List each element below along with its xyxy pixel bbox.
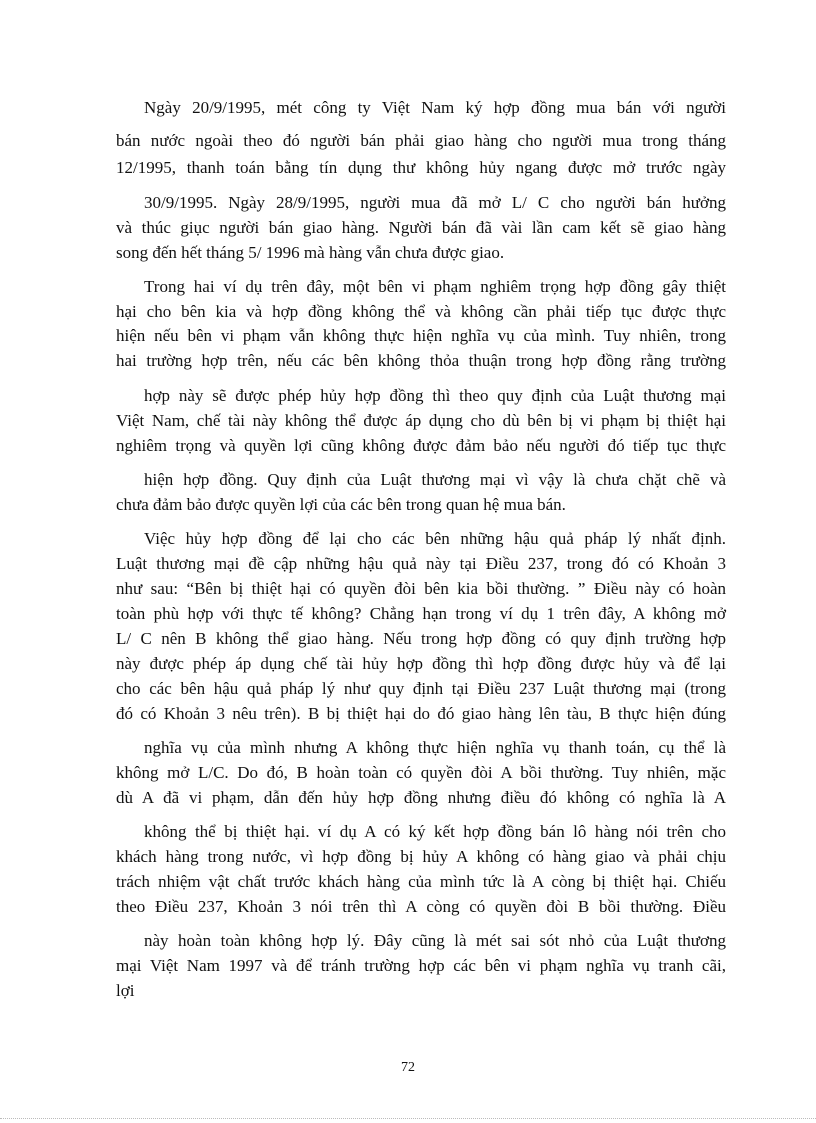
text-line: 30/9/1995. Ngày 28/9/1995, người mua đã mở L/ C cho người bán hưởng	[144, 193, 726, 212]
text-line: không thể bị thiệt hại. ví dụ A có ký kết hợp đồng bán lô hàng nói trên cho	[144, 822, 726, 841]
text-line: nghĩa vụ của mình nhưng A không thực hiện nghĩa vụ thanh toán, cụ thể là	[144, 738, 726, 757]
text-line: Trong hai ví dụ trên đây, một bên vi phạm nghiêm trọng hợp đồng gây thiệt	[144, 277, 726, 296]
text-line: song đến hết tháng 5/ 1996 mà hàng vẫn chưa được giao.	[116, 243, 505, 262]
text-line: và thúc giục người bán giao hàng. Người bán đã vài lần cam kết sẽ giao hàng	[116, 218, 726, 237]
text-line: lợi	[116, 981, 135, 1000]
text-line: mại Việt Nam 1997 và để tránh trường hợp các bên vi phạm nghĩa vụ tranh cãi,	[116, 956, 726, 975]
text-line: Việt Nam, chế tài này không thể được áp dụng cho dù bên bị vi phạm bị thiệt hại	[116, 411, 726, 430]
text-line: hai trường hợp trên, nếu các bên không thỏa thuận trong hợp đồng rằng trường	[116, 351, 726, 370]
text-line: hiện nếu bên vi phạm vẫn không thực hiện nghĩa vụ của mình. Tuy nhiên, trong	[116, 326, 726, 345]
text-line: này được phép áp dụng chế tài hủy hợp đồng thì hợp đồng được hủy và để lại	[116, 654, 726, 673]
text-line: bán nước ngoài theo đó người bán phải giao hàng cho người mua trong tháng	[116, 131, 726, 150]
text-line: khách hàng trong nước, vì hợp đồng bị hủy A không có hàng giao và phải chịu	[116, 847, 726, 866]
text-line: 12/1995, thanh toán bằng tín dụng thư không hủy ngang được mở trước ngày	[116, 158, 726, 177]
text-line: như sau: “Bên bị thiệt hại có quyền đòi bên kia bồi thường. ” Điều này có hoàn	[116, 579, 726, 598]
text-line: hại cho bên kia và hợp đồng không thể và không cần phải tiếp tục được thực	[116, 302, 726, 321]
text-line: này hoàn toàn không hợp lý. Đây cũng là mét sai sót nhỏ của Luật thương	[144, 931, 726, 950]
text-line: cho các bên hậu quả pháp lý như quy định tại Điều 237 Luật thương mại (trong	[116, 679, 726, 698]
text-line: nghiêm trọng và quyền lợi cũng không được đảm bảo nếu người đó tiếp tục thực	[116, 436, 726, 455]
text-line: trách nhiệm vật chất trước khách hàng của mình tức là A còng bị thiệt hại. Chiếu	[116, 872, 726, 891]
page-number: 72	[401, 1060, 415, 1075]
text-line: dù A đã vi phạm, dẫn đến hủy hợp đồng nhưng điều đó không có nghĩa là A	[116, 788, 726, 807]
text-line: không mở L/C. Do đó, B hoàn toàn có quyền đòi A bồi thường. Tuy nhiên, mặc	[116, 763, 726, 782]
text-line: Ngày 20/9/1995, mét công ty Việt Nam ký hợp đồng mua bán với người	[144, 98, 726, 117]
text-line: hiện hợp đồng. Quy định của Luật thương mại vì vậy là chưa chặt chẽ và	[144, 470, 726, 489]
text-line: toàn phù hợp với thực tế không? Chẳng hạn trong ví dụ 1 trên đây, A không mở	[116, 604, 726, 623]
text-line: theo Điều 237, Khoản 3 nói trên thì A còng có quyền đòi B bồi thường. Điều	[116, 897, 726, 916]
text-line: Việc hủy hợp đồng để lại cho các bên những hậu quả pháp lý nhất định.	[144, 529, 726, 548]
page-bottom-divider	[0, 1118, 816, 1119]
text-line: chưa đảm bảo được quyền lợi của các bên trong quan hệ mua bán.	[116, 495, 566, 514]
text-line: đó có Khoản 3 nêu trên). B bị thiệt hại do đó giao hàng lên tàu, B thực hiện đúng	[116, 704, 726, 723]
text-line: hợp này sẽ được phép hủy hợp đồng thì theo quy định của Luật thương mại	[144, 386, 726, 405]
text-line: Luật thương mại đề cập những hậu quả này tại Điều 237, trong đó có Khoản 3	[116, 554, 726, 573]
text-line: L/ C nên B không thể giao hàng. Nếu trong hợp đồng có quy định trường hợp	[116, 629, 726, 648]
